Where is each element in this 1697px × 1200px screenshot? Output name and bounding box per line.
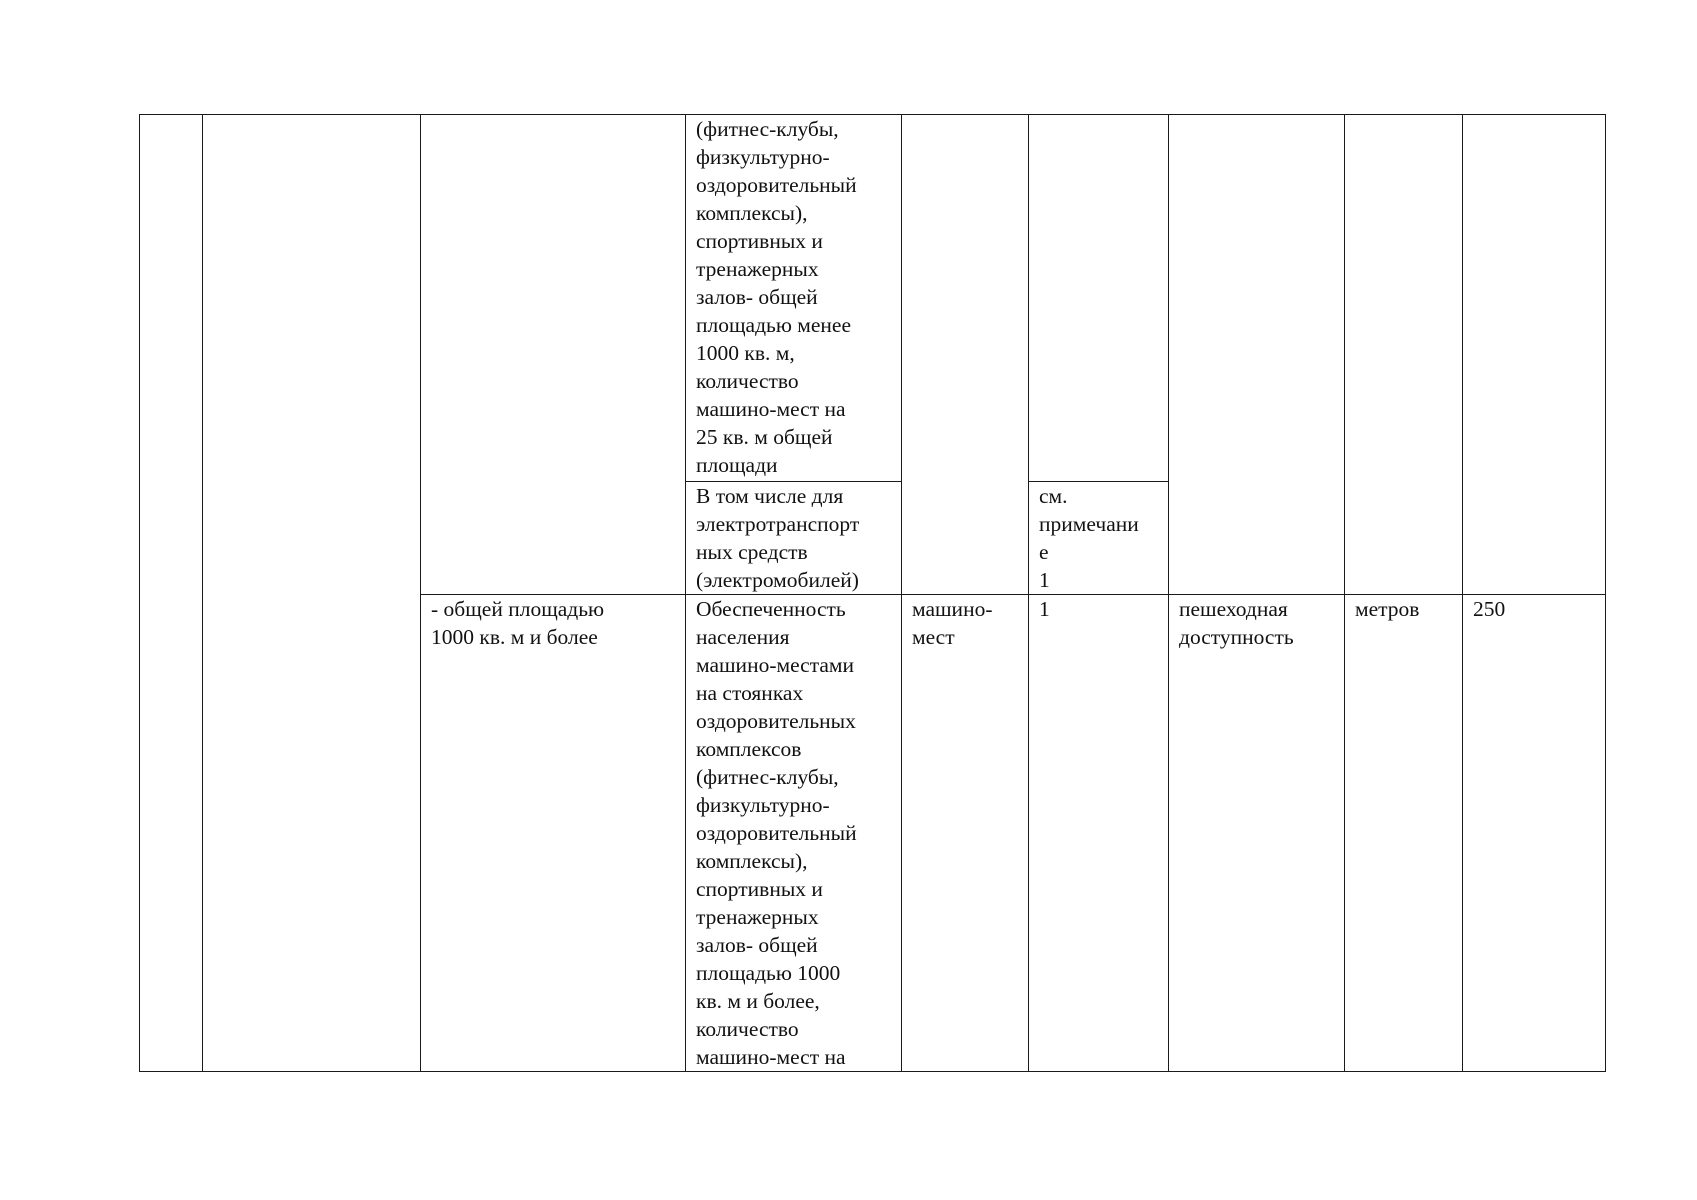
value-cell-empty [1029,115,1169,482]
indicator-sub-text: В том числе для электротранспорт ных средств (электромобилей) [696,484,860,592]
indicator-sub-cell [686,482,902,595]
subcategory-text: - общей площадью 1000 кв. м и более [431,597,605,649]
access-unit-cell-empty [1345,115,1463,595]
access-type-cell-empty [1169,115,1345,595]
access-type-cell [1169,595,1345,1072]
access-unit-text: метров [1355,597,1420,621]
table-row [140,115,1606,482]
norms-table [139,114,1606,1072]
unit-cell-empty [902,115,1029,595]
indicator-text: (фитнес-клубы, физкультурно- оздоровительный комплексы), спортивных и тренажерных залов- общей площадью менее 1000 кв. м, количество машино-мест на 25 кв. м общей площади [696,117,857,477]
category-cell [203,115,421,1072]
subcategory-cell [421,595,686,1072]
number-cell [140,115,203,1072]
access-type-text: пешеходная доступность [1179,597,1294,649]
access-value-cell [1463,595,1606,1072]
access-unit-cell [1345,595,1463,1072]
value-text: 1 [1039,597,1050,621]
access-value-cell-empty [1463,115,1606,595]
access-value-text: 250 [1473,597,1506,621]
indicator-cell [686,595,902,1072]
indicator-text: Обеспеченность населения машино-местами на стоянках оздоровительных комплексов (фитнес-клубы, физкультурно- оздоровительный комплексы), спортивных и тренажерных залов- общей площадью 1000 кв. м и более, количество машино-мест на [696,597,857,1069]
value-note-cell [1029,482,1169,595]
subcategory-cell-empty [421,115,686,595]
value-note-text: см. примечани е 1 [1039,484,1139,592]
unit-cell [902,595,1029,1072]
indicator-cell [686,115,902,482]
value-cell [1029,595,1169,1072]
unit-text: машино- мест [912,597,993,649]
